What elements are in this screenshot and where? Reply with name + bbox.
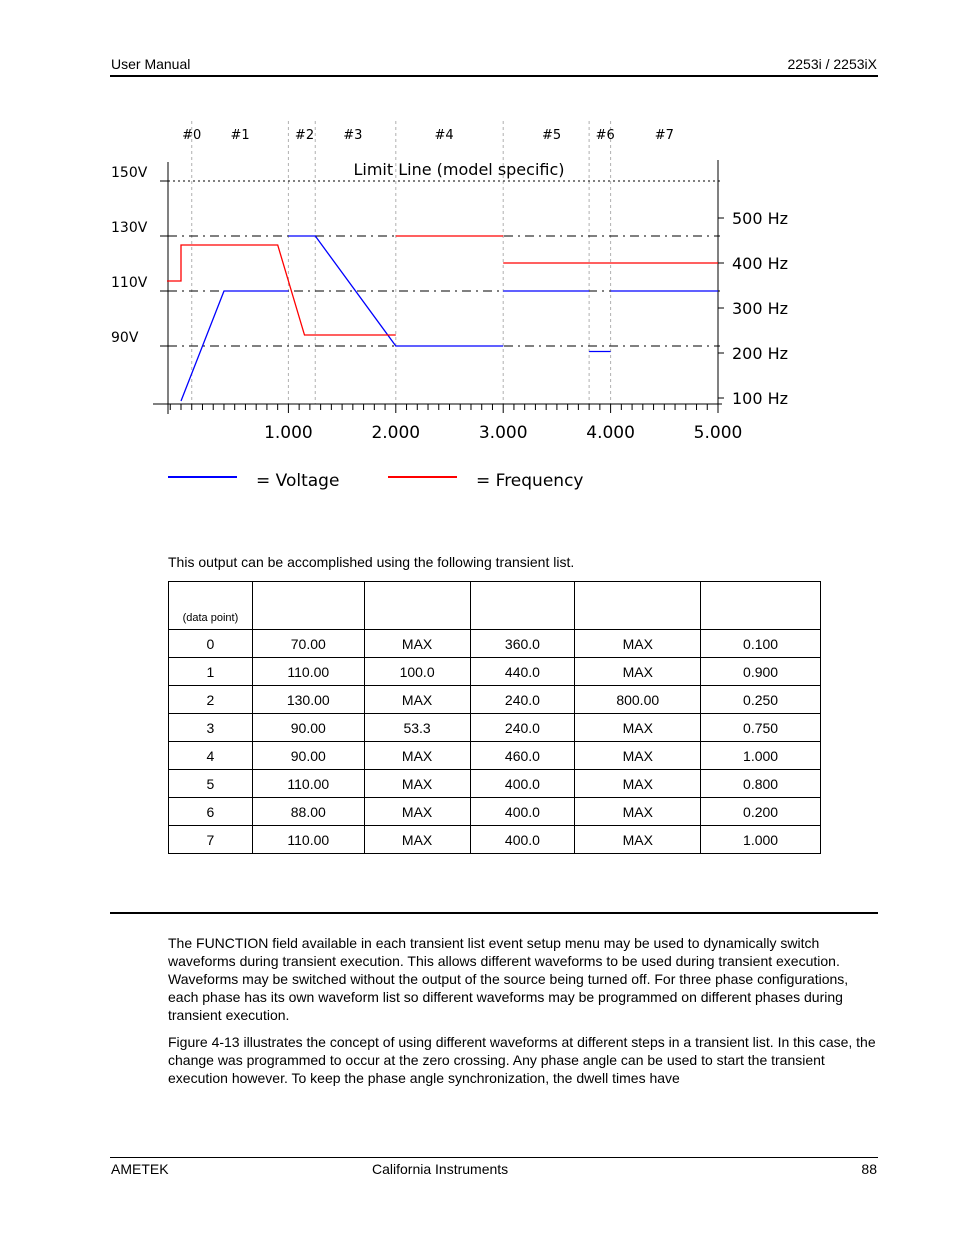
y-right-tick-label: 400 Hz [732, 254, 789, 273]
event-label: #4 [434, 128, 454, 143]
table-cell: 130.00 [252, 686, 364, 714]
table-cell: MAX [364, 742, 470, 770]
x-tick-label: 1.000 [264, 423, 313, 443]
event-label: #0 [182, 128, 202, 143]
table-cell: 7 [169, 826, 253, 854]
table-cell: 88.00 [252, 798, 364, 826]
table-cell: 4 [169, 742, 253, 770]
paragraph-figure-reference: Figure 4-13 illustrates the concept of using different waveforms at different steps in a transient list. In this case, the change was programmed to occur at the zero crossing. Any phase angle can be used to start the transient execution however. To keep the phase angle synchronization, the dwell times have [168, 1034, 876, 1086]
legend-label: = Voltage [256, 471, 340, 491]
table-header-cell [252, 582, 364, 630]
x-tick-label: 3.000 [478, 423, 528, 443]
table-cell: MAX [575, 630, 701, 658]
table-cell: 110.00 [252, 770, 364, 798]
event-label: #1 [230, 128, 250, 143]
table-cell: MAX [575, 742, 701, 770]
table-cell: 400.0 [470, 798, 575, 826]
table-cell: 6 [169, 798, 253, 826]
table-cell: 53.3 [364, 714, 470, 742]
table-cell: 1 [169, 658, 253, 686]
table-cell: 100.0 [364, 658, 470, 686]
event-label: #5 [541, 128, 562, 143]
table-cell: MAX [364, 770, 470, 798]
series-line-frequency [167, 245, 396, 335]
table-cell: 0.800 [701, 770, 821, 798]
table-cell: 0.100 [701, 630, 821, 658]
x-tick-label: 2.000 [371, 423, 421, 443]
table-header-cell [701, 582, 821, 630]
limit-line-label: Limit Line (model specific) [353, 160, 565, 179]
intro-text: This output can be accomplished using the following transient list. [168, 554, 575, 570]
table-cell: 110.00 [252, 826, 364, 854]
table-cell: 0.250 [701, 686, 821, 714]
event-label: #2 [294, 128, 315, 143]
table-cell: 1.000 [701, 826, 821, 854]
table-cell: 0.750 [701, 714, 821, 742]
transient-chart [0, 0, 954, 520]
table-cell: 240.0 [470, 714, 575, 742]
event-label: #6 [595, 128, 615, 143]
y-right-tick-label: 500 Hz [732, 209, 789, 228]
table-header-row [169, 582, 821, 630]
footer-rule [110, 1157, 878, 1158]
table-cell: 400.0 [470, 770, 575, 798]
table-row [169, 770, 821, 798]
event-label: #7 [654, 128, 674, 143]
table-cell: 110.00 [252, 658, 364, 686]
table-cell: 1.000 [701, 742, 821, 770]
table-cell: 800.00 [575, 686, 701, 714]
table-row [169, 798, 821, 826]
header-title: User Manual [111, 56, 191, 72]
table-row [169, 630, 821, 658]
table-cell: 360.0 [470, 630, 575, 658]
x-tick-label: 5.000 [693, 423, 743, 443]
table-cell: 440.0 [470, 658, 575, 686]
table-cell: 0.200 [701, 798, 821, 826]
table-header-cell [364, 582, 470, 630]
y-left-tick-label: 150V [111, 165, 148, 181]
section-rule [110, 912, 878, 914]
table-cell: 70.00 [252, 630, 364, 658]
table-header-cell [575, 582, 701, 630]
y-right-tick-label: 300 Hz [732, 299, 789, 318]
table-row [169, 742, 821, 770]
y-left-tick-label: 130V [111, 220, 148, 236]
table-cell: 0 [169, 630, 253, 658]
y-right-tick-label: 200 Hz [732, 344, 789, 363]
table-header-cell [470, 582, 575, 630]
footer-page-number: 88 [861, 1161, 877, 1177]
legend-label: = Frequency [476, 471, 584, 491]
event-label: #3 [343, 128, 363, 143]
table-cell: MAX [575, 714, 701, 742]
table-cell: 460.0 [470, 742, 575, 770]
table-row [169, 686, 821, 714]
table-row [169, 714, 821, 742]
table-cell: MAX [364, 630, 470, 658]
table-row [169, 658, 821, 686]
table-cell: 400.0 [470, 826, 575, 854]
transient-list-table [168, 581, 821, 854]
table-cell: MAX [575, 798, 701, 826]
table-cell: MAX [364, 798, 470, 826]
paragraph-function-field: The FUNCTION field available in each transient list event setup menu may be used to dynamically switch waveforms during transient execution. This allows different waveforms to be used during transient execution. Waveforms may be switched without the output of the source being turned off. For three phase configurations, each phase has its own waveform list so different waveforms may be programmed on different phases during transient execution. [168, 935, 849, 1023]
table-row [169, 826, 821, 854]
table-cell: 90.00 [252, 742, 364, 770]
table-cell: 3 [169, 714, 253, 742]
table-cell: 0.900 [701, 658, 821, 686]
footer-division: California Instruments [372, 1161, 509, 1177]
y-left-tick-label: 110V [111, 275, 148, 291]
table-cell: MAX [575, 770, 701, 798]
table-cell: MAX [364, 826, 470, 854]
table-cell: 240.0 [470, 686, 575, 714]
x-tick-label: 4.000 [586, 423, 635, 443]
header-model: 2253i / 2253iX [787, 56, 877, 72]
table-cell: 2 [169, 686, 253, 714]
table-cell: 90.00 [252, 714, 364, 742]
table-header-cell: (data point) [169, 582, 253, 630]
y-left-tick-label: 90V [111, 330, 139, 346]
footer-company: AMETEK [111, 1161, 169, 1177]
table-cell: MAX [575, 826, 701, 854]
table-cell: MAX [575, 658, 701, 686]
table-cell: MAX [364, 686, 470, 714]
table-cell: 5 [169, 770, 253, 798]
y-right-tick-label: 100 Hz [732, 389, 789, 408]
